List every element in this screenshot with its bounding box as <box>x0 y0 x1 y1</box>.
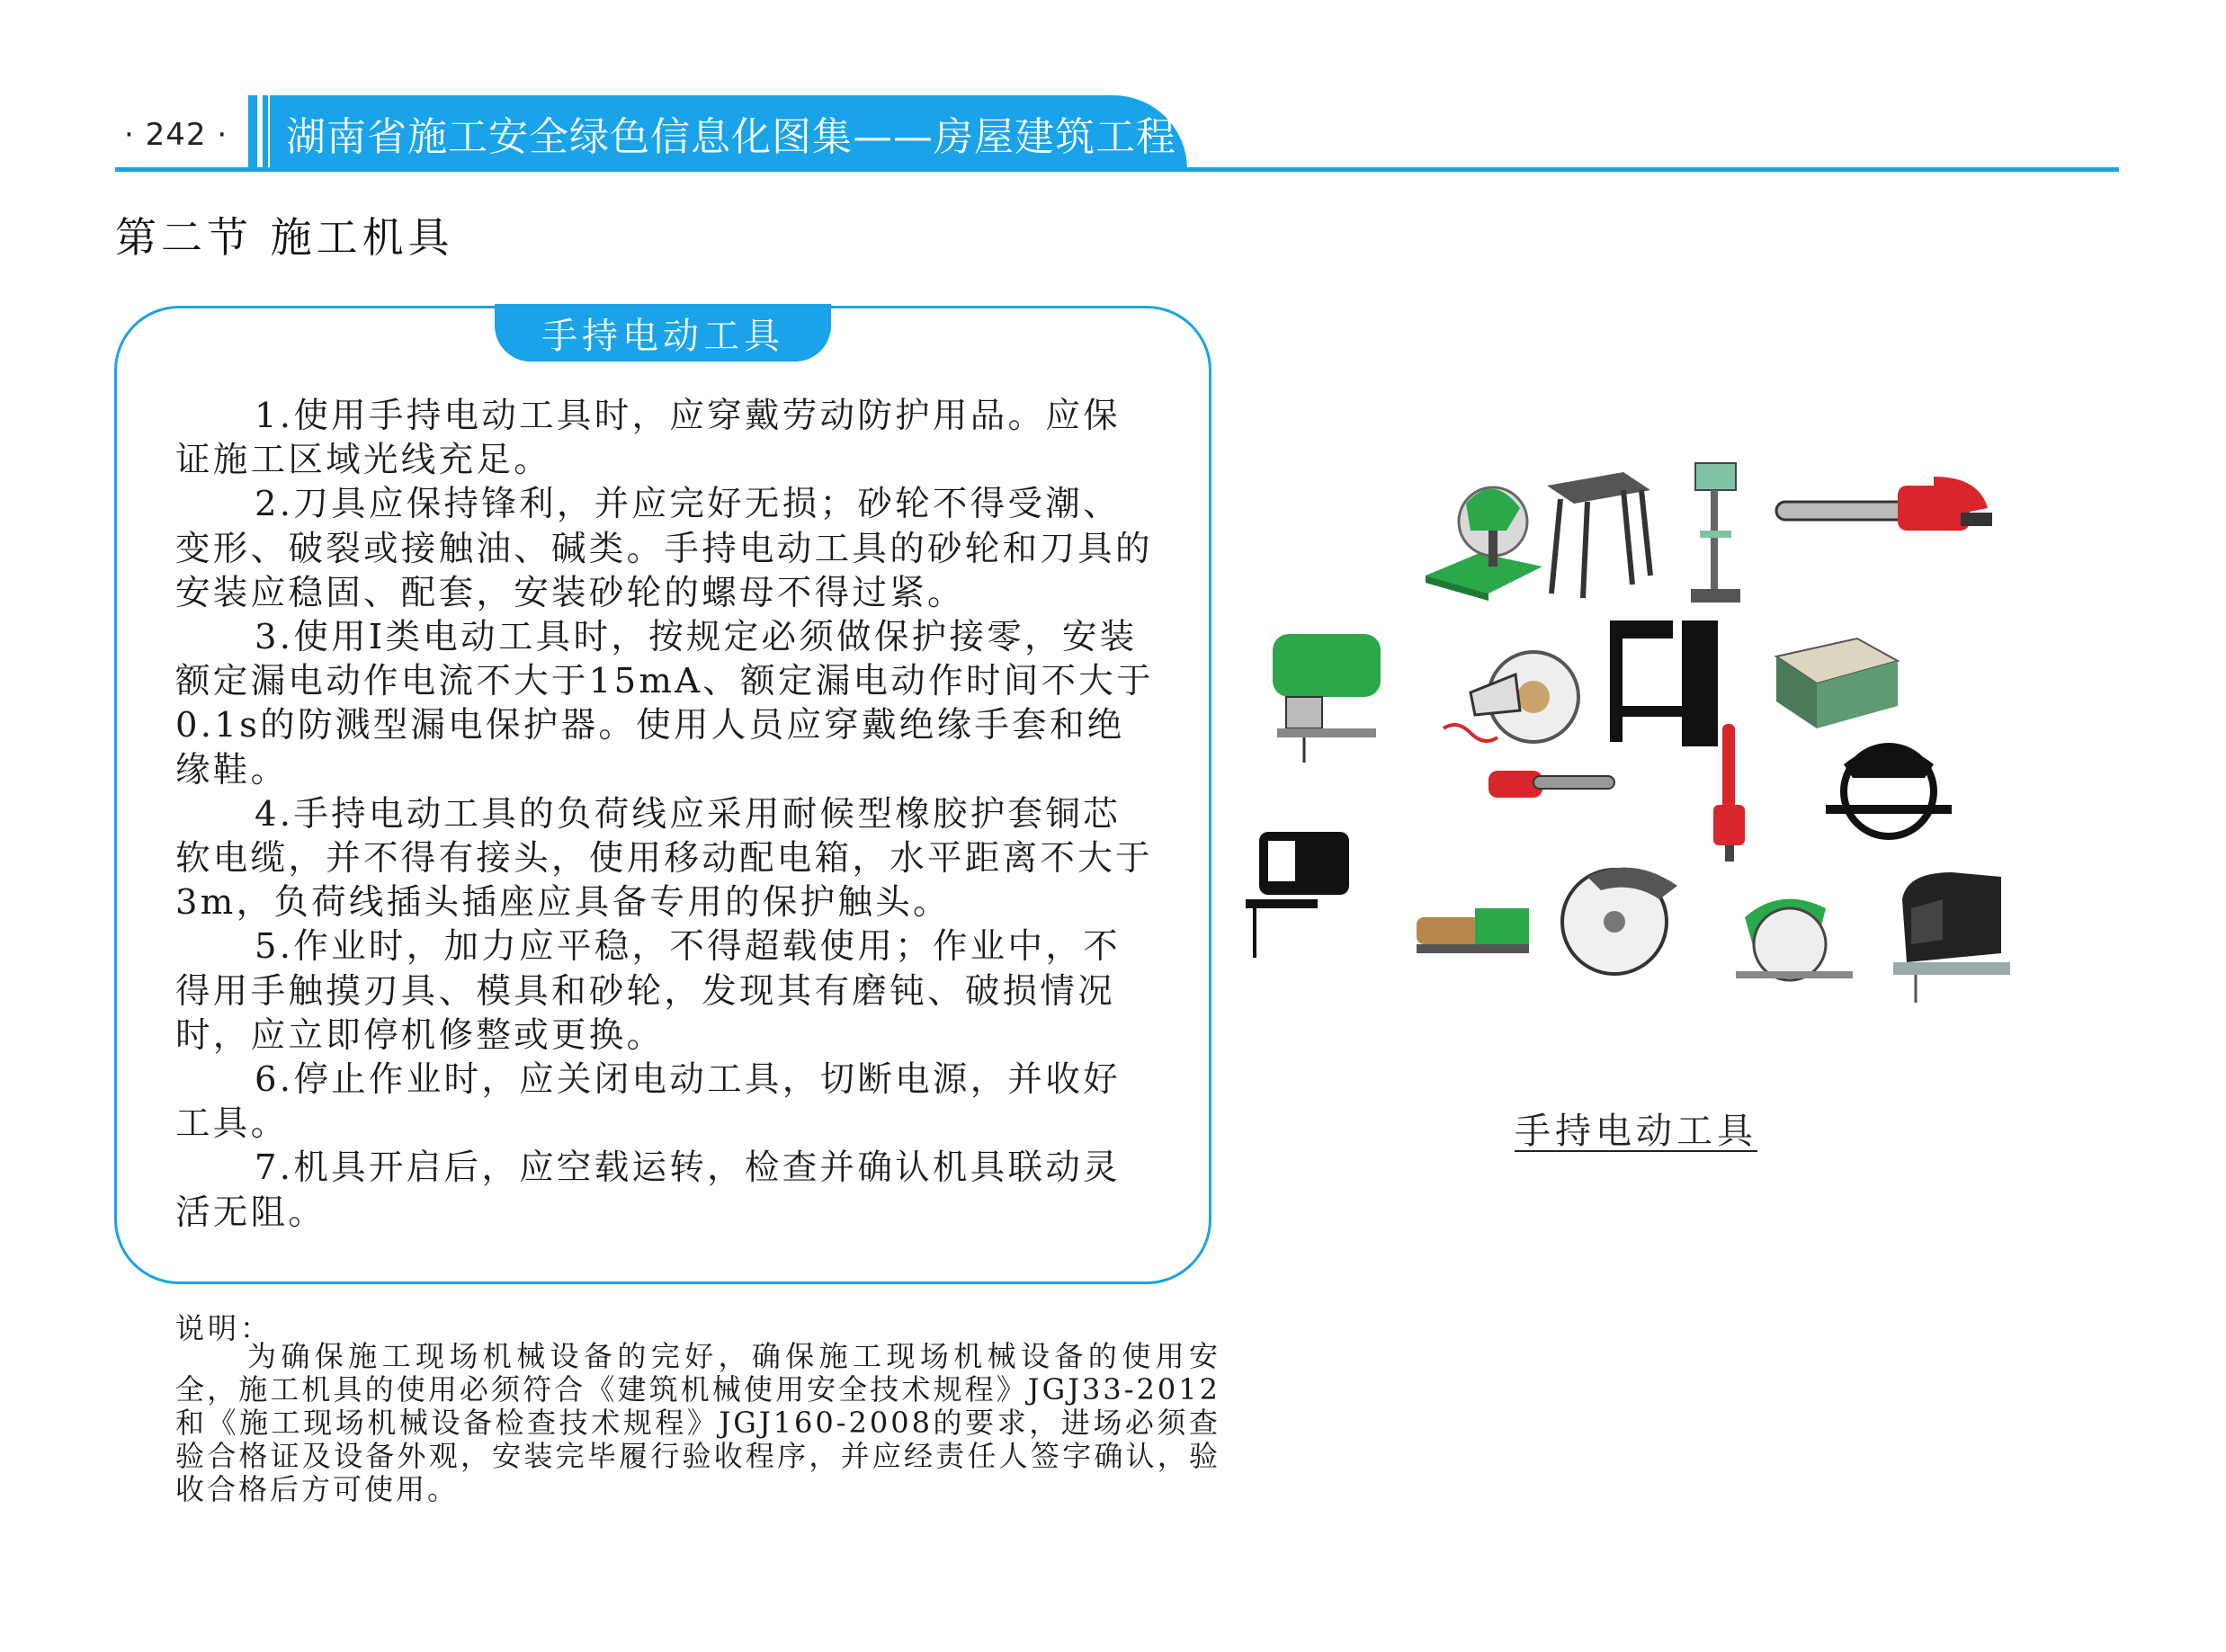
rules-text <box>175 394 1156 1235</box>
section-title: 第二节 施工机具 <box>115 213 454 262</box>
rules-tab: 手持电动工具 <box>495 304 831 362</box>
drill-press-icon <box>1682 459 1754 607</box>
header-rule <box>115 167 2119 172</box>
small-chainsaw-icon <box>1484 751 1619 814</box>
tools-figure <box>1241 441 2051 1034</box>
page-number: · 242 · <box>124 117 228 153</box>
rule-item: 6.停止作业时，应关闭电动工具，切断电源，并收好工具。 <box>175 1059 1121 1145</box>
rule-item: 4.手持电动工具的负荷线应采用耐候型橡胶护套铜芯软电缆，并不得有接头，使用移动配电箱，水平距离不大于3m，负荷线插头插座应具备专用的保护触头。 <box>175 793 1153 924</box>
belt-sander-icon <box>1412 890 1538 971</box>
book-title: 湖南省施工安全绿色信息化图集——房屋建筑工程 <box>286 114 1176 160</box>
angle-grinder-icon <box>1435 630 1587 764</box>
rule-item: 2.刀具应保持锋利，并应完好无损；砂轮不得受潮、变形、破裂或接触油、碱类。手持电动工具的砂轮和刀具的安装应稳固、配套，安装砂轮的螺母不得过紧。 <box>175 484 1153 613</box>
rule-item: 5.作业时，加力应平稳，不得超载使用；作业中，不得用手触摸刃具、模具和砂轮，发现其有磨钝、破损情况时，应立即停机修整或更换。 <box>175 926 1121 1056</box>
rule-item: 7.机具开启后，应空载运转，检查并确认机具联动灵活无阻。 <box>175 1147 1121 1233</box>
pole-saw-icon <box>1700 719 1763 863</box>
jigsaw-black-icon <box>1241 827 1367 962</box>
figure-caption: 手持电动工具 <box>1515 1111 1757 1152</box>
bench-table-saw-icon <box>1767 621 1902 737</box>
circular-saw-icon <box>1551 850 1686 985</box>
jigsaw-icon <box>1268 630 1394 764</box>
note-body: 为确保施工现场机械设备的完好，确保施工现场机械设备的使用安全，施工机具的使用必须符合《建筑机械使用安全技术规程》JGJ33-2012和《施工现场机械设备检查技术规程》JGJ160-2008的要求，进场必须查验合格证及设备外观，安装完毕履行验收程序，并应经责任人签字确认，验收合格后方可使用。 <box>175 1339 1220 1506</box>
chainsaw-icon <box>1772 468 1997 549</box>
miter-saw-icon <box>1417 468 1551 603</box>
table-saw-stand-icon <box>1538 459 1655 603</box>
rule-item: 3.使用Ⅰ类电动工具时，按规定必须做保护接零，安装额定漏电动作电流不大于15mA、额定漏电动作时间不大于0.1s的防溅型漏电保护器。使用人员应穿戴绝缘手套和绝缘鞋。 <box>175 617 1154 790</box>
green-circular-saw-icon <box>1727 881 1862 998</box>
rule-item: 1.使用手持电动工具时，应穿戴劳动防护用品。应保证施工区域光线充足。 <box>175 396 1121 481</box>
black-jigsaw-icon <box>1889 863 2015 1007</box>
note-heading: 说明： <box>175 1311 273 1345</box>
circular-saw-black-icon <box>1817 728 1961 845</box>
